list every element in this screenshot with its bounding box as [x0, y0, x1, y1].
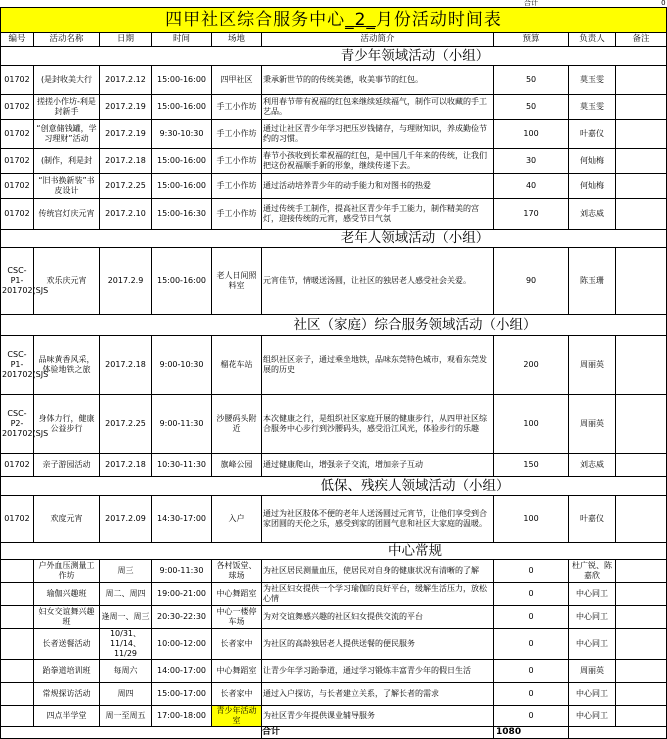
row-id: CSC-P2-201702(SJS: [1, 394, 34, 453]
page-title: [1, 7, 667, 32]
activity-owner: 何灿梅: [569, 148, 616, 173]
activity-intro: 利用春节带有祝福的红包来继续延续福气，制作可以收藏的手工艺品。: [262, 94, 494, 119]
section-left-blank: [1, 476, 262, 495]
activity-budget: 0: [494, 682, 569, 705]
title-row: [1, 7, 667, 32]
activity-budget: 0: [494, 605, 569, 628]
section-left-blank: [1, 46, 262, 65]
activity-note: [616, 94, 667, 119]
title-suffix: 月份活动时间表: [375, 9, 502, 30]
activity-budget: 50: [494, 65, 569, 94]
activity-date: 2017.2.19: [100, 94, 152, 119]
section-right-blank: [569, 476, 667, 495]
activity-owner: 中心同工: [569, 628, 616, 659]
activity-name: 欢度元宵: [34, 495, 100, 542]
activity-note: [616, 247, 667, 314]
top-strip-row: [1, 0, 667, 7]
activity-intro: 为社区居民测量血压，使居民对自身的健康状况有清晰的了解: [262, 559, 494, 582]
table-row: [1, 705, 667, 726]
activity-owner: 何灿梅: [569, 173, 616, 198]
activity-intro: 通过活动培养青少年的动手能力和对图书的热爱: [262, 173, 494, 198]
activity-time: 15:00-16:30: [152, 198, 212, 229]
table-row: [1, 394, 667, 453]
row-id: 01702: [1, 148, 34, 173]
activity-time: 15:00-16:00: [152, 94, 212, 119]
activity-place: 沙腰码头附近: [212, 394, 262, 453]
activity-note: [616, 198, 667, 229]
activity-time: 15:00-16:00: [152, 173, 212, 198]
section-right-blank: [569, 229, 667, 247]
activity-owner: 叶嘉仪: [569, 119, 616, 148]
table-row: [1, 335, 667, 394]
title-prefix: 四甲社区综合服务中心: [165, 9, 346, 30]
activity-note: [616, 605, 667, 628]
header-owner: 负责人: [569, 32, 616, 46]
activity-date: 周三: [100, 559, 152, 582]
activity-name: (制作，利是封: [34, 148, 100, 173]
activity-name: 妇女交谊舞兴趣班: [34, 605, 100, 628]
row-id: [1, 705, 34, 726]
activity-place: 手工小作坊: [212, 148, 262, 173]
activity-budget: 0: [494, 659, 569, 682]
activity-note: [616, 582, 667, 605]
activity-budget: 90: [494, 247, 569, 314]
activity-date: 2017.2.18: [100, 335, 152, 394]
activity-date: 2017.2.18: [100, 148, 152, 173]
activity-owner: 周丽英: [569, 335, 616, 394]
activity-note: [616, 173, 667, 198]
activity-intro: 为社区妇女提供一个学习瑜伽的良好平台，缓解生活压力，放松心情: [262, 582, 494, 605]
activity-budget: 0: [494, 628, 569, 659]
header-note: 备注: [616, 32, 667, 46]
activity-note: [616, 148, 667, 173]
total-row: [1, 726, 667, 738]
activity-budget: 200: [494, 335, 569, 394]
activity-owner: 叶嘉仪: [569, 495, 616, 542]
section-row: [1, 542, 667, 559]
table-row: [1, 559, 667, 582]
activity-name: 搓搓小作坊-利是封新手: [34, 94, 100, 119]
activity-intro: 通过入户探访，与长者建立关系，了解长者的需求: [262, 682, 494, 705]
table-row: [1, 173, 667, 198]
section-row: [1, 229, 667, 247]
section-right-blank: [569, 542, 667, 559]
row-id: 01702: [1, 453, 34, 476]
activity-date: 2017.2.25: [100, 173, 152, 198]
activity-intro: 本次健康之行，是组织社区家庭开展的健康步行，从四甲社区综合服务中心步行到沙腰码头，感受沿江风光，体验步行的乐趣: [262, 394, 494, 453]
section-left-blank: [1, 314, 262, 335]
row-id: 01702: [1, 65, 34, 94]
header-place: 场地: [212, 32, 262, 46]
activity-owner: 中心同工: [569, 705, 616, 726]
activity-date: 周二、周四: [100, 582, 152, 605]
activity-owner: 中心同工: [569, 682, 616, 705]
activity-date: 2017.2.10: [100, 198, 152, 229]
activity-budget: 170: [494, 198, 569, 229]
activity-time: 15:00-16:00: [152, 247, 212, 314]
activity-place: 青少年活动室: [212, 705, 262, 726]
total-value: 1080: [494, 726, 569, 738]
activity-note: [616, 335, 667, 394]
activity-note: [616, 659, 667, 682]
table-row: [1, 495, 667, 542]
total-left-blank: [1, 726, 262, 738]
total-right-blank: [569, 726, 667, 738]
activity-budget: 40: [494, 173, 569, 198]
activity-note: [616, 394, 667, 453]
activity-place: 中心舞蹈室: [212, 659, 262, 682]
activity-owner: 周丽英: [569, 394, 616, 453]
activity-time: 9:00-10:30: [152, 335, 212, 394]
activity-place: 各村饭堂、球场: [212, 559, 262, 582]
section-right-blank: [569, 46, 667, 65]
activity-time: 20:30-22:30: [152, 605, 212, 628]
activity-date: 周四: [100, 682, 152, 705]
activity-owner: 周丽英: [569, 659, 616, 682]
activity-owner: 杜广锐、陈嘉欣: [569, 559, 616, 582]
activity-date: 2017.2.09: [100, 495, 152, 542]
activity-name: 四点半学堂: [34, 705, 100, 726]
activity-note: [616, 119, 667, 148]
top-strip-right: 0: [661, 0, 666, 8]
activity-time: 17:00-18:00: [152, 705, 212, 726]
activity-time: 9:30-10:30: [152, 119, 212, 148]
activity-budget: 30: [494, 148, 569, 173]
activity-date: 每周六: [100, 659, 152, 682]
activity-time: 14:30-17:00: [152, 495, 212, 542]
row-id: [1, 559, 34, 582]
activity-name: 欢乐庆元宵: [34, 247, 100, 314]
activity-name: “创意储钱罐，学习理财”活动: [34, 119, 100, 148]
table-row: [1, 682, 667, 705]
row-id: CSC-P1-201702(SJS: [1, 335, 34, 394]
section-title: 社区（家庭）综合服务领域活动（小组）: [262, 314, 569, 335]
activity-place: 榴花车站: [212, 335, 262, 394]
activity-intro: 秉承新世节的的传统美德，收美事节的红包。: [262, 65, 494, 94]
activity-intro: 为社区青少年提供课业辅导服务: [262, 705, 494, 726]
activity-budget: 0: [494, 559, 569, 582]
row-id: [1, 628, 34, 659]
section-row: [1, 314, 667, 335]
row-id: [1, 659, 34, 682]
activity-time: 9:00-11:30: [152, 394, 212, 453]
activity-note: [616, 559, 667, 582]
activity-date: 2017.2.9: [100, 247, 152, 314]
section-left-blank: [1, 542, 262, 559]
activity-place: 手工小作坊: [212, 119, 262, 148]
activity-place: 长者家中: [212, 682, 262, 705]
activity-place: 入户: [212, 495, 262, 542]
activity-budget: 150: [494, 453, 569, 476]
activity-name: 亲子游园活动: [34, 453, 100, 476]
activity-date: 周一至周五: [100, 705, 152, 726]
activity-name: 户外血压测量工作坊: [34, 559, 100, 582]
title-month: _2_: [345, 9, 376, 30]
header-name: 活动名称: [34, 32, 100, 46]
activity-intro: 通过传统手工制作，提高社区青少年手工能力，制作精美的宫灯，迎接传统的元宵，感受节日气氛: [262, 198, 494, 229]
activity-name: 长者送餐活动: [34, 628, 100, 659]
activity-owner: 莫玉雯: [569, 94, 616, 119]
row-id: 01702: [1, 495, 34, 542]
table-row: [1, 247, 667, 314]
activity-place: 旗峰公园: [212, 453, 262, 476]
activity-owner: 中心同工: [569, 582, 616, 605]
row-id: 01702: [1, 94, 34, 119]
row-id: 01702: [1, 173, 34, 198]
table-row: [1, 659, 667, 682]
activity-place: 四甲社区: [212, 65, 262, 94]
activity-note: [616, 682, 667, 705]
row-id: [1, 682, 34, 705]
table-row: [1, 198, 667, 229]
activity-note: [616, 65, 667, 94]
activity-budget: 100: [494, 119, 569, 148]
table-row: [1, 628, 667, 659]
section-title: 低保、残疾人领域活动（小组）: [262, 476, 569, 495]
activity-date: 2017.2.12: [100, 65, 152, 94]
activity-budget: 100: [494, 495, 569, 542]
activity-budget: 50: [494, 94, 569, 119]
activity-time: 14:00-17:00: [152, 659, 212, 682]
activity-place: 中心舞蹈室: [212, 582, 262, 605]
activity-intro: 通过让社区青少年学习把压岁钱储存，与理财知识，养成勤俭节约的习惯。: [262, 119, 494, 148]
row-id: [1, 582, 34, 605]
activity-time: 19:00-21:00: [152, 582, 212, 605]
activity-note: [616, 628, 667, 659]
activity-intro: 让青少年学习跆拳道，通过学习锻炼丰富青少年的假日生活: [262, 659, 494, 682]
activity-budget: 0: [494, 705, 569, 726]
activity-date: 2017.2.25: [100, 394, 152, 453]
table-row: [1, 119, 667, 148]
activity-date: 2017.2.18: [100, 453, 152, 476]
table-row: [1, 65, 667, 94]
header-intro: 活动简介: [262, 32, 494, 46]
activity-owner: 莫玉雯: [569, 65, 616, 94]
activity-intro: 春节小孩收到长辈祝福的红包，是中国几千年来的传统，让我们把这份祝福顺手新的形象，继续传递下去。: [262, 148, 494, 173]
activity-time: 9:00-11:30: [152, 559, 212, 582]
activity-place: 手工小作坊: [212, 198, 262, 229]
table-row: [1, 605, 667, 628]
activity-intro: 元宵佳节，情暖送汤圆，让社区的独居老人感受社会关爱。: [262, 247, 494, 314]
activity-intro: 通过健康爬山，增强亲子交流，增加亲子互动: [262, 453, 494, 476]
header-id: 编号: [1, 32, 34, 46]
activity-date: 10/31、11/14、11/29: [100, 628, 152, 659]
activity-name: 品味黄香风采，体验地铁之旅: [34, 335, 100, 394]
activity-place: 长者家中: [212, 628, 262, 659]
activity-name: 传统宫灯庆元宵: [34, 198, 100, 229]
section-title: 青少年领域活动（小组）: [262, 46, 569, 65]
activity-owner: 陈玉珊: [569, 247, 616, 314]
activity-note: [616, 453, 667, 476]
row-id: [1, 605, 34, 628]
activity-name: 身体力行，健康公益步行: [34, 394, 100, 453]
section-title: 中心常规: [262, 542, 569, 559]
section-row: [1, 476, 667, 495]
activity-time: 10:30-11:30: [152, 453, 212, 476]
total-label: 合计: [262, 726, 494, 738]
activity-name: (是封收美大行: [34, 65, 100, 94]
activity-name: “旧书换新装”书皮设计: [34, 173, 100, 198]
activity-owner: 中心同工: [569, 605, 616, 628]
section-left-blank: [1, 229, 262, 247]
section-right-blank: [569, 314, 667, 335]
activity-intro: 通过为社区肢体不便的老年人送汤圆过元宵节，让他们享受到合家团圆的天伦之乐，感受到家的团圆气息和社区大家庭的温暖。: [262, 495, 494, 542]
row-id: 01702: [1, 119, 34, 148]
activity-owner: 刘志威: [569, 453, 616, 476]
activity-intro: 为社区的高龄独居老人提供送餐的便民服务: [262, 628, 494, 659]
activity-place: 手工小作坊: [212, 94, 262, 119]
activity-intro: 组织社区亲子，通过乘坐地铁，品味东莞特色城市，观看东莞发展的历史: [262, 335, 494, 394]
activity-date: 2017.2.19: [100, 119, 152, 148]
header-date: 日期: [100, 32, 152, 46]
activity-place: 中心一楼停车场: [212, 605, 262, 628]
activity-time: 15:00-16:00: [152, 148, 212, 173]
activity-note: [616, 705, 667, 726]
activity-time: 15:00-17:00: [152, 682, 212, 705]
table-row: [1, 453, 667, 476]
section-title: 老年人领域活动（小组）: [262, 229, 569, 247]
activity-name: 跆拳道培训班: [34, 659, 100, 682]
activity-intro: 为对交谊舞感兴趣的社区妇女提供交流的平台: [262, 605, 494, 628]
top-strip-left: 合计: [524, 0, 539, 8]
activity-budget: 0: [494, 582, 569, 605]
row-id: CSC-P1-201702(SJS: [1, 247, 34, 314]
table-row: [1, 582, 667, 605]
header-time: 时间: [152, 32, 212, 46]
row-id: 01702: [1, 198, 34, 229]
activity-note: [616, 495, 667, 542]
section-row: [1, 46, 667, 65]
activity-name: 常规探访活动: [34, 682, 100, 705]
header-row: [1, 32, 667, 46]
activity-place: 老人日间照料室: [212, 247, 262, 314]
activity-date: 逢周一、周三: [100, 605, 152, 628]
table-row: [1, 94, 667, 119]
table-row: [1, 148, 667, 173]
activity-time: 10:00-12:00: [152, 628, 212, 659]
activity-budget: 100: [494, 394, 569, 453]
activity-name: 瑜伽兴趣班: [34, 582, 100, 605]
activity-owner: 刘志威: [569, 198, 616, 229]
activity-time: 15:00-16:00: [152, 65, 212, 94]
header-budget: 预算: [494, 32, 569, 46]
activity-place: 手工小作坊: [212, 173, 262, 198]
